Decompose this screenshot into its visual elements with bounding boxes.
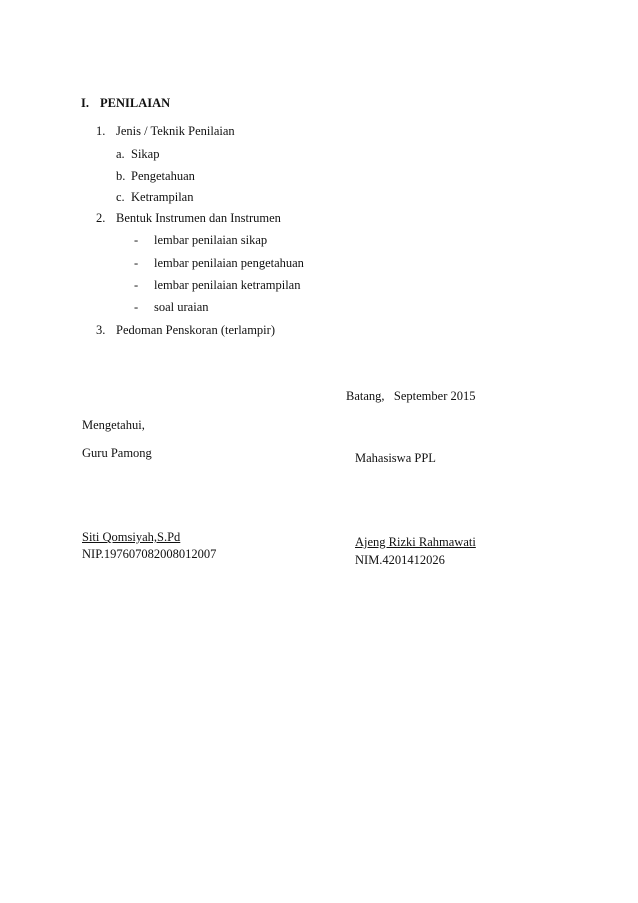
left-role: Guru Pamong — [82, 446, 152, 460]
right-role: Mahasiswa PPL — [355, 451, 436, 465]
subitem-marker: - — [134, 256, 139, 270]
subitem-marker: - — [134, 300, 139, 314]
item-label: Bentuk Instrumen dan Instrumen — [116, 211, 281, 225]
left-heading: Mengetahui, — [82, 418, 145, 432]
subitem-marker: a. — [116, 147, 125, 161]
subitem-marker: b. — [116, 169, 126, 183]
subitem-text: lembar penilaian sikap — [154, 233, 268, 247]
subitem-text: Pengetahuan — [131, 169, 195, 183]
subitem-marker: - — [134, 278, 139, 292]
left-signer-id: NIP.197607082008012007 — [82, 547, 217, 561]
item-number: 2. — [96, 211, 106, 225]
item-number: 3. — [96, 323, 106, 337]
subitem-text: soal uraian — [154, 300, 209, 314]
left-signer-name: Siti Qomsiyah,S.Pd — [82, 530, 181, 544]
item-number: 1. — [96, 124, 106, 138]
item-label: Pedoman Penskoran (terlampir) — [116, 323, 275, 337]
section-number: I. — [81, 96, 89, 110]
subitem-text: lembar penilaian pengetahuan — [154, 256, 304, 270]
subitem-marker: - — [134, 233, 139, 247]
section-title: PENILAIAN — [100, 96, 171, 110]
place-date: Batang, September 2015 — [346, 389, 476, 403]
subitem-marker: c. — [116, 190, 125, 204]
right-signer-id: NIM.4201412026 — [355, 553, 445, 567]
right-signer-name: Ajeng Rizki Rahmawati — [355, 535, 476, 549]
subitem-text: lembar penilaian ketrampilan — [154, 278, 301, 292]
item-label: Jenis / Teknik Penilaian — [116, 124, 235, 138]
subitem-text: Sikap — [131, 147, 160, 161]
subitem-text: Ketrampilan — [131, 190, 194, 204]
